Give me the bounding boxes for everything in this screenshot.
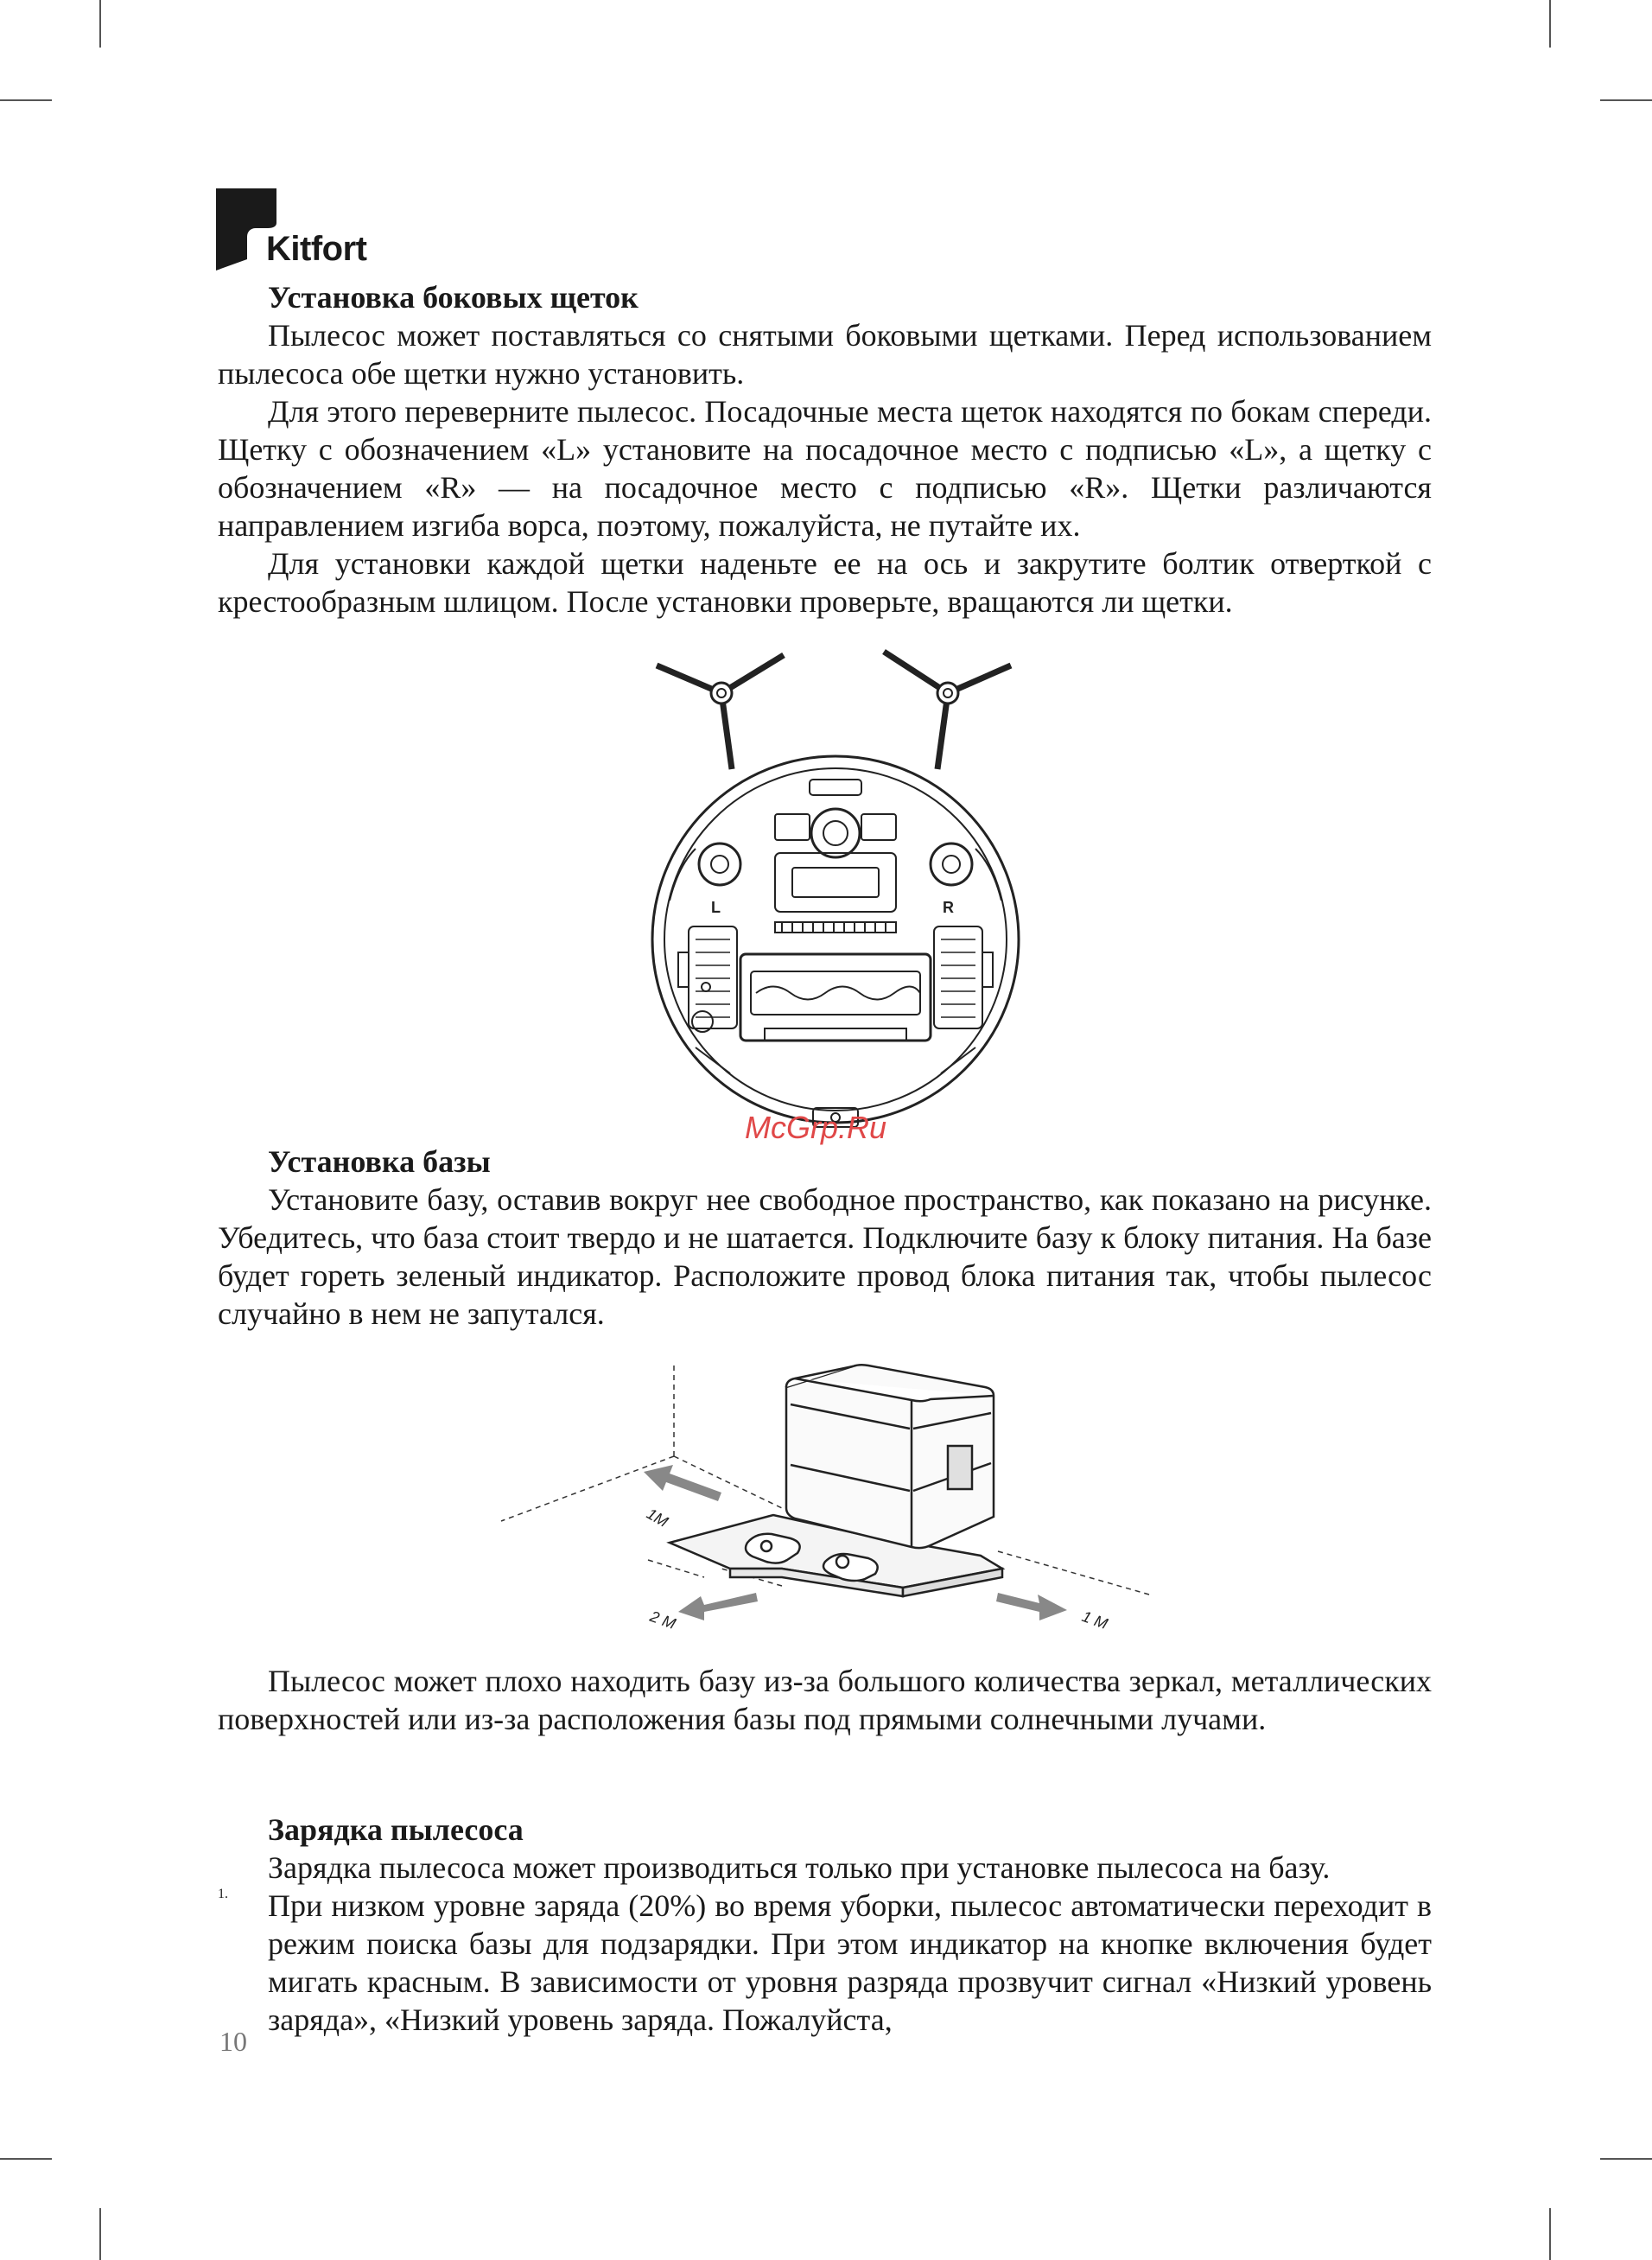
section-charging (218, 1811, 1432, 2039)
brand-logo (216, 188, 389, 275)
charging-base-icon (670, 1365, 1002, 1596)
side-brush-right-icon (884, 652, 1011, 769)
section-title: Установка боковых щеток (268, 280, 639, 315)
distance-label-back: 1M (644, 1505, 671, 1531)
brand-logo-text: Kitfort (266, 230, 367, 268)
crop-mark (1600, 2158, 1652, 2160)
watermark: McGrp.Ru (745, 1110, 887, 1145)
crop-mark (1549, 0, 1551, 48)
crop-mark (0, 2158, 52, 2160)
paragraph: Пылесос может плохо находить базу из-за большого количества зеркал, металлических поверхностей или из-за расположения базы под прямыми солнечными лучами. (218, 1664, 1432, 1736)
section-base-installation (218, 1143, 1432, 1333)
list-item-text: При низком уровне заряда (20%) во время уборки, пылесос автоматически переходит в режим поиска базы для подзарядки. При этом индикатор на кнопке включения будет мигать красным. В зависимости от уровня разряда прозвучит сигнал «Низкий уровень заряда», «Низкий уровень заряда. Пожалуйста, (268, 1888, 1432, 2037)
crop-mark (0, 99, 52, 101)
brush-label-left: L (711, 899, 721, 916)
section-side-brushes (218, 278, 1432, 621)
brush-label-right: R (943, 899, 954, 916)
side-brush-left-icon (657, 655, 784, 769)
paragraph: Установите базу, оставив вокруг нее свободное пространство, как показано на рисунке. Убедитесь, что база стоит твердо и не шатается. Подключите базу к блоку питания. На базе будет гореть зеленый индикатор. Расположите провод блока питания так, чтобы пылесос случайно в нем не запутался. (218, 1182, 1432, 1331)
distance-label-front: 2 M (647, 1607, 678, 1633)
page-number: 10 (219, 2026, 247, 2057)
crop-mark (99, 0, 101, 48)
crop-mark (1600, 99, 1652, 101)
paragraph: Зарядка пылесоса может производиться только при установке пылесоса на базу. (268, 1850, 1331, 1885)
paragraph: Для этого переверните пылесос. Посадочные места щеток находятся по бокам спереди. Щетку с обозначением «L» установите на посадочное место с подписью «L», а щетку с обозначением «R» — на посадочное место с подписью «R». Щетки различаются направлением изгиба ворса, поэтому, пожалуйста, не путайте их. (218, 394, 1432, 543)
distance-label-right: 1 M (1079, 1607, 1110, 1633)
list-item-number: 1. (218, 1887, 228, 1901)
arrow-right-icon (996, 1593, 1067, 1620)
list-item (218, 1887, 1432, 2039)
section-title: Зарядка пылесоса (268, 1812, 524, 1847)
arrow-back-icon (644, 1465, 721, 1501)
section-title: Установка базы (268, 1144, 491, 1179)
crop-mark (99, 2208, 101, 2260)
paragraph: Для установки каждой щетки наденьте ее на ось и закрутите болтик отверткой с крестообразным шлицом. После установки проверьте, вращаются ли щетки. (218, 546, 1432, 619)
robot-underside-figure (644, 641, 1028, 1143)
arrow-front-icon (678, 1593, 758, 1620)
base-placement-figure (497, 1361, 1153, 1638)
crop-mark (1549, 2208, 1551, 2260)
section-base-notes (218, 1662, 1432, 1738)
paragraph: Пылесос может поставляться со снятыми боковыми щетками. Перед использованием пылесоса обе щетки нужно установить. (218, 318, 1432, 391)
